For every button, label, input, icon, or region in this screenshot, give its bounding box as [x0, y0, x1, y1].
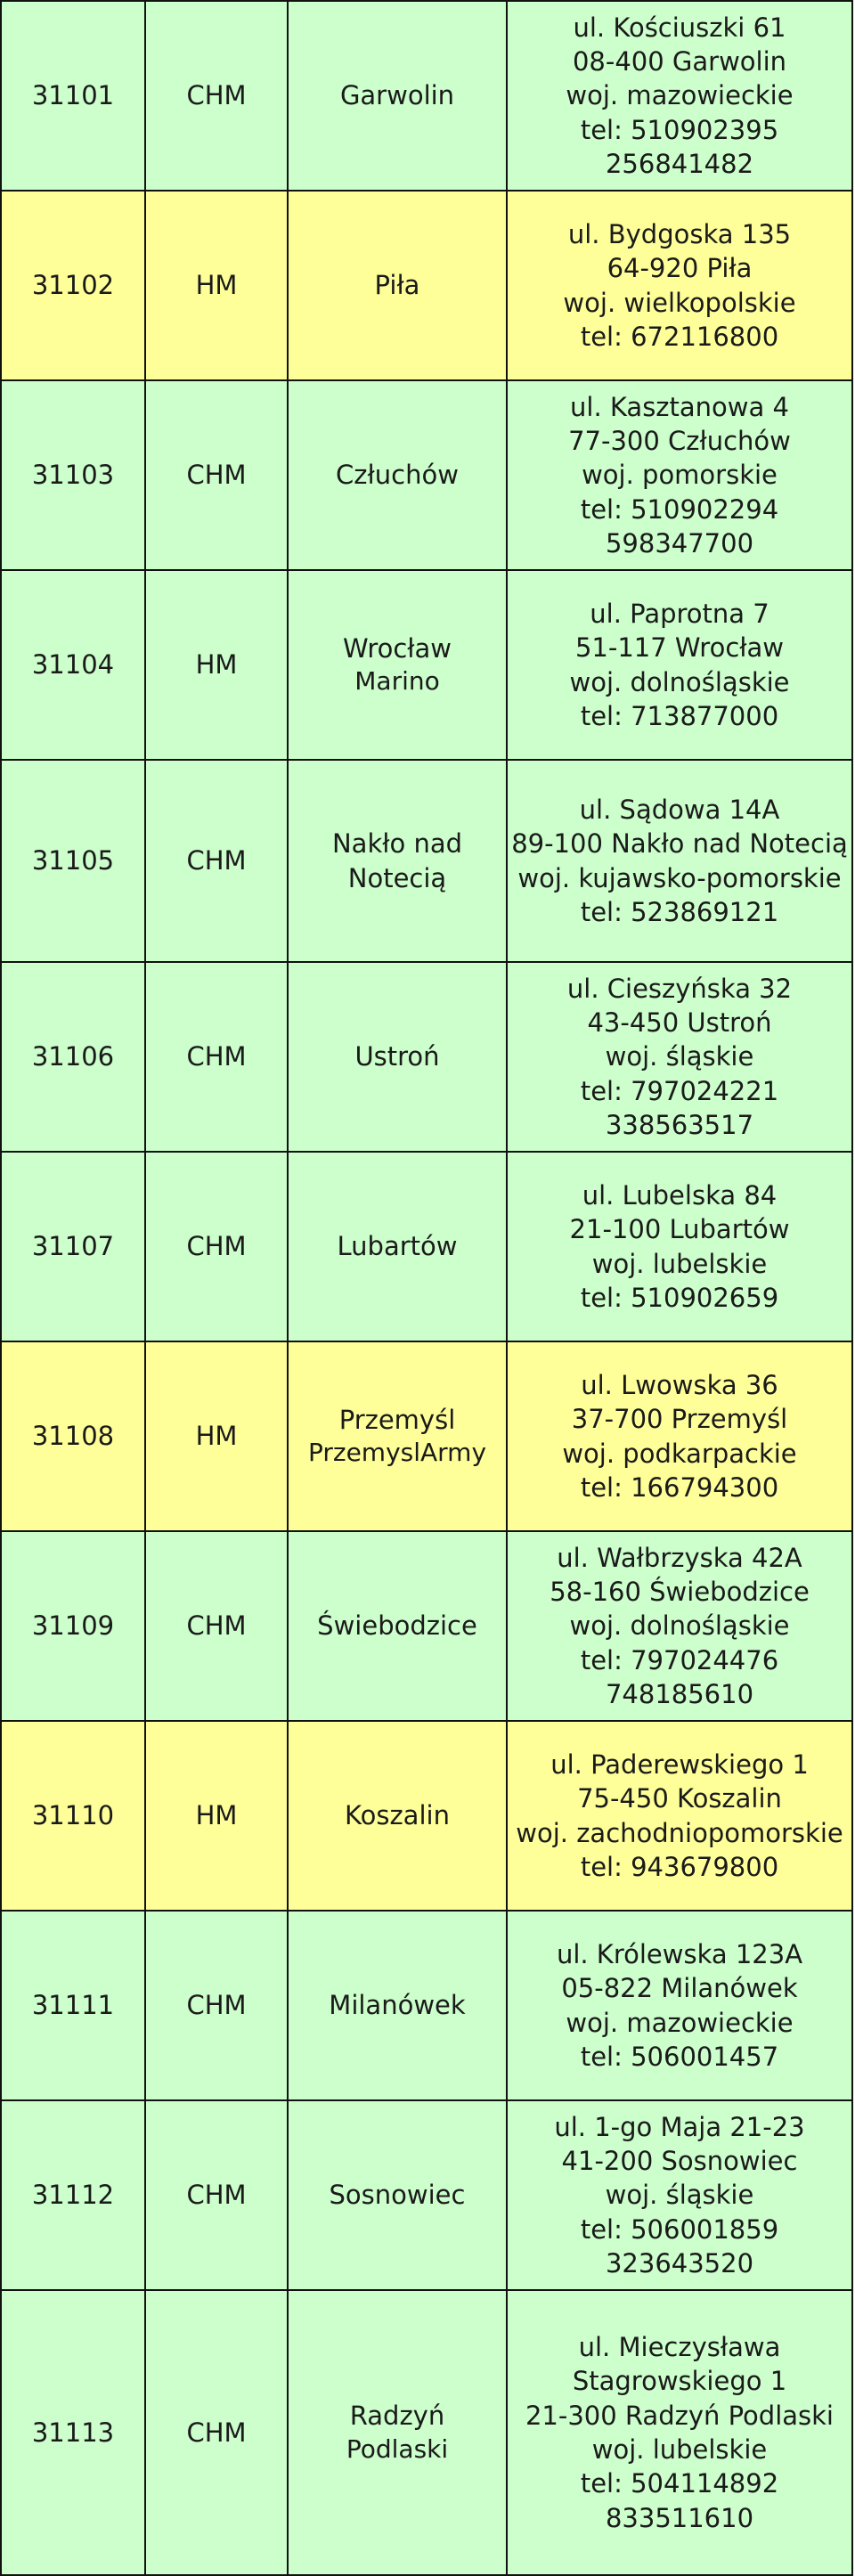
- address-line: tel: 166794300: [580, 1471, 779, 1503]
- table-row: [1, 962, 852, 1152]
- store-code: 31110: [31, 1800, 115, 1831]
- store-type-cell: [145, 1531, 288, 1721]
- store-code: 31105: [31, 845, 115, 876]
- store-city-cell: [288, 1531, 507, 1721]
- store-city-cell: [288, 760, 507, 962]
- store-code-cell: [1, 2100, 145, 2290]
- address-line: woj. mazowieckie: [566, 2007, 794, 2038]
- address-line: 833511610: [605, 2502, 754, 2533]
- store-city: Piła: [374, 270, 420, 301]
- address-line: woj. pomorskie: [582, 460, 778, 491]
- table-row: [1, 1, 852, 191]
- store-code-cell: [1, 570, 145, 760]
- store-address-cell: [507, 380, 852, 570]
- address-line: ul. Paderewskiego 1: [550, 1749, 809, 1780]
- store-city: Milanówek: [329, 1990, 466, 2021]
- store-city: Przemyśl: [338, 1404, 456, 1435]
- store-city-cell: [288, 1721, 507, 1911]
- store-code: 31102: [31, 270, 115, 301]
- table-row: [1, 1531, 852, 1721]
- address-line: tel: 506001457: [580, 2041, 779, 2072]
- address-line: ul. Królewska 123A: [556, 1938, 803, 1969]
- address-line: 748185610: [605, 1678, 754, 1709]
- address-line: 256841482: [605, 148, 754, 179]
- store-city: Wrocław: [342, 632, 452, 664]
- address-line: 77-300 Człuchów: [568, 426, 791, 457]
- address-line: ul. Bydgoska 135: [567, 218, 792, 249]
- store-code-cell: [1, 1152, 145, 1341]
- store-address-cell: [507, 1531, 852, 1721]
- store-code-cell: [1, 1531, 145, 1721]
- store-code: 31112: [31, 2180, 115, 2211]
- address-line: woj. kujawsko-pomorskie: [517, 862, 842, 893]
- store-code-cell: [1, 760, 145, 962]
- store-type-cell: [145, 191, 288, 380]
- store-type: CHM: [186, 460, 247, 491]
- store-address-cell: [507, 1341, 852, 1531]
- address-line: 37-700 Przemyśl: [571, 1404, 788, 1435]
- table-row: [1, 1721, 852, 1911]
- store-table-body: [1, 1, 852, 2575]
- store-address-cell: [507, 1911, 852, 2100]
- store-address-cell: [507, 1, 852, 191]
- store-type: CHM: [186, 1041, 247, 1072]
- table-row: [1, 760, 852, 962]
- store-city-cell: [288, 1, 507, 191]
- table-row: [1, 2290, 852, 2575]
- address-line: woj. dolnośląskie: [569, 1610, 790, 1642]
- store-city: Koszalin: [345, 1800, 450, 1831]
- address-line: ul. 1-go Maja 21-23: [554, 2111, 805, 2142]
- address-line: tel: 797024476: [580, 1644, 779, 1675]
- address-line: woj. lubelskie: [591, 1248, 768, 1279]
- address-line: 89-100 Nakło nad Notecią: [511, 828, 848, 860]
- store-type-cell: [145, 1, 288, 191]
- store-type-cell: [145, 570, 288, 760]
- store-city: Garwolin: [339, 80, 455, 111]
- address-line: 51-117 Wrocław: [574, 632, 784, 664]
- address-line: woj. dolnośląskie: [569, 666, 790, 697]
- store-city: Człuchów: [336, 460, 459, 491]
- store-code-cell: [1, 962, 145, 1152]
- address-line: tel: 504114892: [580, 2468, 779, 2499]
- store-city: Sosnowiec: [329, 2180, 466, 2211]
- store-code-cell: [1, 1911, 145, 2100]
- store-code: 31108: [31, 1421, 115, 1452]
- address-line: ul. Wałbrzyska 42A: [557, 1542, 802, 1573]
- address-line: tel: 523869121: [580, 896, 779, 927]
- store-type-cell: [145, 760, 288, 962]
- address-line: 598347700: [605, 527, 754, 558]
- store-type: HM: [195, 270, 238, 301]
- address-line: ul. Mieczysława Stagrowskiego 1: [572, 2332, 787, 2397]
- store-city: Radzyń: [349, 2401, 445, 2432]
- store-type: HM: [195, 1421, 238, 1452]
- store-address-cell: [507, 1152, 852, 1341]
- address-line: ul. Kasztanowa 4: [570, 391, 789, 422]
- store-type-cell: [145, 962, 288, 1152]
- store-type-cell: [145, 2290, 288, 2575]
- store-city: Lubartów: [337, 1231, 458, 1262]
- store-code: 31104: [31, 649, 115, 681]
- store-city-cell: [288, 1152, 507, 1341]
- store-city-cell: [288, 380, 507, 570]
- address-line: 21-300 Radzyń Podlaski: [525, 2400, 834, 2431]
- store-city-sub: Podlaski: [346, 2433, 449, 2464]
- store-city: Nakło nad Notecią: [331, 828, 463, 893]
- store-code-cell: [1, 1721, 145, 1911]
- address-line: ul. Lubelska 84: [582, 1179, 778, 1211]
- address-line: ul. Paprotna 7: [590, 598, 770, 629]
- store-type-cell: [145, 1152, 288, 1341]
- table-row: [1, 570, 852, 760]
- address-line: 21-100 Lubartów: [569, 1214, 790, 1245]
- address-line: 323643520: [605, 2247, 754, 2278]
- store-code: 31113: [31, 2417, 115, 2448]
- address-line: ul. Lwowska 36: [581, 1369, 778, 1400]
- table-row: [1, 2100, 852, 2290]
- store-type: CHM: [186, 1231, 247, 1262]
- store-city-cell: [288, 191, 507, 380]
- store-type: HM: [195, 649, 238, 681]
- address-line: 41-200 Sosnowiec: [561, 2146, 798, 2177]
- address-line: woj. lubelskie: [591, 2434, 768, 2465]
- table-row: [1, 191, 852, 380]
- store-type-cell: [145, 1911, 288, 2100]
- store-address-cell: [507, 570, 852, 760]
- table-row: [1, 1341, 852, 1531]
- store-type: CHM: [186, 845, 247, 876]
- store-address-cell: [507, 1721, 852, 1911]
- store-type: CHM: [186, 1610, 247, 1642]
- store-type-cell: [145, 380, 288, 570]
- store-type: HM: [195, 1800, 238, 1831]
- store-code-cell: [1, 191, 145, 380]
- store-address-cell: [507, 962, 852, 1152]
- store-type-cell: [145, 2100, 288, 2290]
- address-line: woj. wielkopolskie: [563, 287, 796, 318]
- address-line: 43-450 Ustroń: [587, 1007, 772, 1039]
- store-code-cell: [1, 1, 145, 191]
- address-line: woj. podkarpackie: [562, 1438, 797, 1469]
- address-line: 05-822 Milanówek: [561, 1973, 798, 2004]
- store-code-cell: [1, 2290, 145, 2575]
- address-line: ul. Kościuszki 61: [573, 12, 786, 43]
- store-city-cell: [288, 1911, 507, 2100]
- store-code: 31101: [31, 80, 115, 111]
- store-code: 31106: [31, 1041, 115, 1072]
- address-line: woj. śląskie: [605, 2180, 754, 2211]
- store-city-sub: PrzemyslArmy: [307, 1438, 487, 1468]
- address-line: tel: 510902395: [580, 114, 779, 145]
- address-line: tel: 797024221: [580, 1075, 779, 1106]
- store-code: 31107: [31, 1231, 115, 1262]
- store-city-cell: [288, 1341, 507, 1531]
- store-type: CHM: [186, 2417, 247, 2448]
- address-line: woj. mazowieckie: [566, 80, 794, 111]
- store-address-cell: [507, 2290, 852, 2575]
- address-line: tel: 672116800: [580, 321, 779, 352]
- address-line: 08-400 Garwolin: [572, 46, 787, 77]
- address-line: 58-160 Świebodzice: [550, 1577, 810, 1608]
- store-type-cell: [145, 1341, 288, 1531]
- address-line: tel: 713877000: [580, 700, 779, 731]
- store-city: Świebodzice: [317, 1610, 477, 1642]
- address-line: ul. Sądowa 14A: [579, 794, 780, 825]
- address-line: woj. śląskie: [605, 1041, 754, 1072]
- store-code: 31111: [31, 1990, 115, 2021]
- store-city-sub: Marino: [354, 666, 440, 697]
- address-line: 64-920 Piła: [607, 253, 753, 284]
- store-code-cell: [1, 1341, 145, 1531]
- address-line: ul. Cieszyńska 32: [566, 973, 793, 1004]
- address-line: tel: 943679800: [580, 1851, 779, 1882]
- address-line: woj. zachodniopomorskie: [516, 1817, 843, 1848]
- store-address-cell: [507, 760, 852, 962]
- store-address-cell: [507, 2100, 852, 2290]
- store-type: CHM: [186, 80, 247, 111]
- address-line: 338563517: [605, 1109, 754, 1140]
- table-row: [1, 1152, 852, 1341]
- store-city: Ustroń: [354, 1041, 440, 1072]
- address-line: 75-450 Koszalin: [577, 1783, 782, 1814]
- store-code: 31109: [31, 1610, 115, 1642]
- store-city-cell: [288, 2100, 507, 2290]
- store-address-cell: [507, 191, 852, 380]
- store-city-cell: [288, 570, 507, 760]
- address-line: tel: 506001859: [580, 2213, 779, 2245]
- store-code-cell: [1, 380, 145, 570]
- store-city-cell: [288, 2290, 507, 2575]
- store-code: 31103: [31, 460, 115, 491]
- address-line: tel: 510902659: [580, 1282, 779, 1313]
- address-line: tel: 510902294: [580, 493, 779, 525]
- store-type-cell: [145, 1721, 288, 1911]
- store-city-cell: [288, 962, 507, 1152]
- table-row: [1, 1911, 852, 2100]
- store-type: CHM: [186, 1990, 247, 2021]
- table-row: [1, 380, 852, 570]
- store-type: CHM: [186, 2180, 247, 2211]
